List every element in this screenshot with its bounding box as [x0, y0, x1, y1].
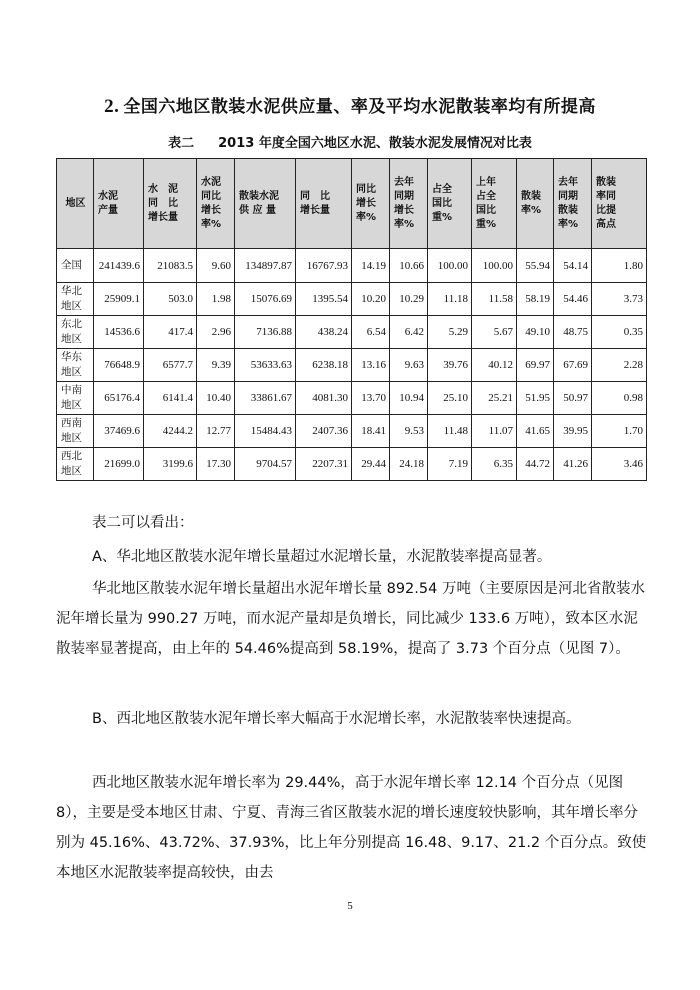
table-title: 2013 年度全国六地区水泥、散装水泥发展情况对比表 [218, 136, 532, 151]
table-cell: 3.46 [592, 448, 647, 481]
table-cell: 51.95 [517, 382, 554, 415]
table-cell: 9.39 [197, 349, 235, 382]
section-number: 2. [104, 96, 120, 117]
table-cell: 2407.36 [296, 415, 352, 448]
region-cell: 东北 地区 [57, 316, 94, 349]
header-bulk-growth: 同 比 增长量 [296, 159, 352, 249]
page-number: 5 [347, 900, 353, 912]
header-last-year-growth-rate: 去年 同期 增长 率% [390, 159, 428, 249]
table-cell: 1395.54 [296, 283, 352, 316]
table-cell: 9.63 [390, 349, 428, 382]
table-cell: 48.75 [554, 316, 592, 349]
region-cell: 华东 地区 [57, 349, 94, 382]
table-cell: 438.24 [296, 316, 352, 349]
table-cell: 58.19 [517, 283, 554, 316]
table-cell: 44.72 [517, 448, 554, 481]
table-caption [0, 132, 700, 151]
region-cell: 中南 地区 [57, 382, 94, 415]
table-cell: 3199.6 [144, 448, 197, 481]
header-bulk-rate-increase: 散装 率同 比提 高点 [592, 159, 647, 249]
table-cell: 37469.6 [94, 415, 144, 448]
table-cell: 10.40 [197, 382, 235, 415]
table-row [57, 283, 647, 316]
table-cell: 9.53 [390, 415, 428, 448]
table-cell: 13.70 [352, 382, 390, 415]
region-cell: 西南 地区 [57, 415, 94, 448]
section-title: 全国六地区散装水泥供应量、率及平均水泥散装率均有所提高 [123, 97, 596, 117]
header-cement-output: 水泥 产量 [94, 159, 144, 249]
table-cell: 11.18 [428, 283, 472, 316]
table-cell: 40.12 [472, 349, 517, 382]
table-cell: 14.19 [352, 249, 390, 283]
table-cell: 54.46 [554, 283, 592, 316]
table-cell: 76648.9 [94, 349, 144, 382]
table-cell: 6.42 [390, 316, 428, 349]
header-national-share: 占全 国比 重% [428, 159, 472, 249]
header-bulk-growth-rate: 同比 增长 率% [352, 159, 390, 249]
table-cell: 7.19 [428, 448, 472, 481]
header-cement-growth: 水 泥 同 比 增长量 [144, 159, 197, 249]
table-cell: 65176.4 [94, 382, 144, 415]
table-cell: 503.0 [144, 283, 197, 316]
region-cell: 西北 地区 [57, 448, 94, 481]
table-cell: 1.98 [197, 283, 235, 316]
table-cell: 0.35 [592, 316, 647, 349]
table-cell: 50.97 [554, 382, 592, 415]
table-cell: 41.65 [517, 415, 554, 448]
region-cell: 全国 [57, 249, 94, 283]
table-cell: 11.58 [472, 283, 517, 316]
table-cell: 10.20 [352, 283, 390, 316]
table-cell: 39.76 [428, 349, 472, 382]
table-cell: 7136.88 [235, 316, 296, 349]
table-cell: 6577.7 [144, 349, 197, 382]
table-row [57, 382, 647, 415]
table-label: 表二 [168, 136, 195, 151]
table-cell: 9704.57 [235, 448, 296, 481]
table-row [57, 448, 647, 481]
table-cell: 4244.2 [144, 415, 197, 448]
body-intro: 表二可以看出： [92, 515, 194, 531]
table-cell: 6.35 [472, 448, 517, 481]
table-cell: 24.18 [390, 448, 428, 481]
table-cell: 2207.31 [296, 448, 352, 481]
table-cell: 67.69 [554, 349, 592, 382]
table-cell: 53633.63 [235, 349, 296, 382]
comparison-table [56, 158, 647, 481]
table-cell: 5.29 [428, 316, 472, 349]
table-cell: 11.07 [472, 415, 517, 448]
table-cell: 16767.93 [296, 249, 352, 283]
table-cell: 3.73 [592, 283, 647, 316]
table-cell: 4081.30 [296, 382, 352, 415]
table-cell: 10.29 [390, 283, 428, 316]
section-heading [0, 92, 700, 118]
region-cell: 华北 地区 [57, 283, 94, 316]
table-cell: 13.16 [352, 349, 390, 382]
header-last-year-share: 上年 占全 国比 重% [472, 159, 517, 249]
table-cell: 15484.43 [235, 415, 296, 448]
table-row [57, 349, 647, 382]
table-cell: 41.26 [554, 448, 592, 481]
table-cell: 10.94 [390, 382, 428, 415]
table-cell: 417.4 [144, 316, 197, 349]
table-header-row [57, 159, 647, 249]
body-paragraph-b: 西北地区散装水泥年增长率为 29.44%，高于水泥年增长率 12.14 个百分点（见图 8），主要是受本地区甘肃、宁夏、青海三省区散装水泥的增长速度较快影响，其年增长率分别为 45.16%、43.72%、37.93%，比上年分别提高 16.48、9.17、21.2 个百分点。致使本地区水泥散装率提高较快，由去 [56, 775, 647, 881]
table-cell: 1.80 [592, 249, 647, 283]
table-cell: 12.77 [197, 415, 235, 448]
table-cell: 6.54 [352, 316, 390, 349]
table-cell: 18.41 [352, 415, 390, 448]
header-last-year-bulk-rate: 去年 同期 散装 率% [554, 159, 592, 249]
table-cell: 2.96 [197, 316, 235, 349]
table-cell: 9.60 [197, 249, 235, 283]
table-cell: 55.94 [517, 249, 554, 283]
table-cell: 1.70 [592, 415, 647, 448]
table-cell: 11.48 [428, 415, 472, 448]
table-cell: 5.67 [472, 316, 517, 349]
table-cell: 100.00 [472, 249, 517, 283]
table-cell: 15076.69 [235, 283, 296, 316]
table-cell: 10.66 [390, 249, 428, 283]
body-point-a: A、华北地区散装水泥年增长量超过水泥增长量，水泥散装率提高显著。 [92, 549, 552, 565]
table-row [57, 415, 647, 448]
table-cell: 49.10 [517, 316, 554, 349]
table-cell: 54.14 [554, 249, 592, 283]
body-paragraph-a: 华北地区散装水泥年增长量超出水泥年增长量 892.54 万吨（主要原因是河北省散装水泥年增长量为 990.27 万吨，而水泥产量却是负增长，同比减少 133.6 万吨），致本区水泥散装率显著提高，由上年的 54.46%提高到 58.19%，提高了 3.73 个百分点（见图 7）。 [56, 581, 645, 657]
table-cell: 6141.4 [144, 382, 197, 415]
header-bulk-rate: 散装 率% [517, 159, 554, 249]
table-row [57, 316, 647, 349]
table-cell: 17.30 [197, 448, 235, 481]
table-cell: 39.95 [554, 415, 592, 448]
table-cell: 21699.0 [94, 448, 144, 481]
table-cell: 69.97 [517, 349, 554, 382]
header-bulk-supply: 散装水泥 供 应 量 [235, 159, 296, 249]
table-cell: 134897.87 [235, 249, 296, 283]
body-point-b: B、西北地区散装水泥年增长率大幅高于水泥增长率，水泥散装率快速提高。 [92, 711, 581, 727]
table-cell: 21083.5 [144, 249, 197, 283]
table-cell: 6238.18 [296, 349, 352, 382]
table-cell: 0.98 [592, 382, 647, 415]
table-row [57, 249, 647, 283]
table-cell: 25.21 [472, 382, 517, 415]
header-region: 地区 [57, 159, 94, 249]
table-cell: 241439.6 [94, 249, 144, 283]
table-cell: 100.00 [428, 249, 472, 283]
table-cell: 33861.67 [235, 382, 296, 415]
table-cell: 29.44 [352, 448, 390, 481]
table-cell: 14536.6 [94, 316, 144, 349]
header-cement-growth-rate: 水泥 同比 增长 率% [197, 159, 235, 249]
table-cell: 25909.1 [94, 283, 144, 316]
table-cell: 25.10 [428, 382, 472, 415]
table-cell: 2.28 [592, 349, 647, 382]
